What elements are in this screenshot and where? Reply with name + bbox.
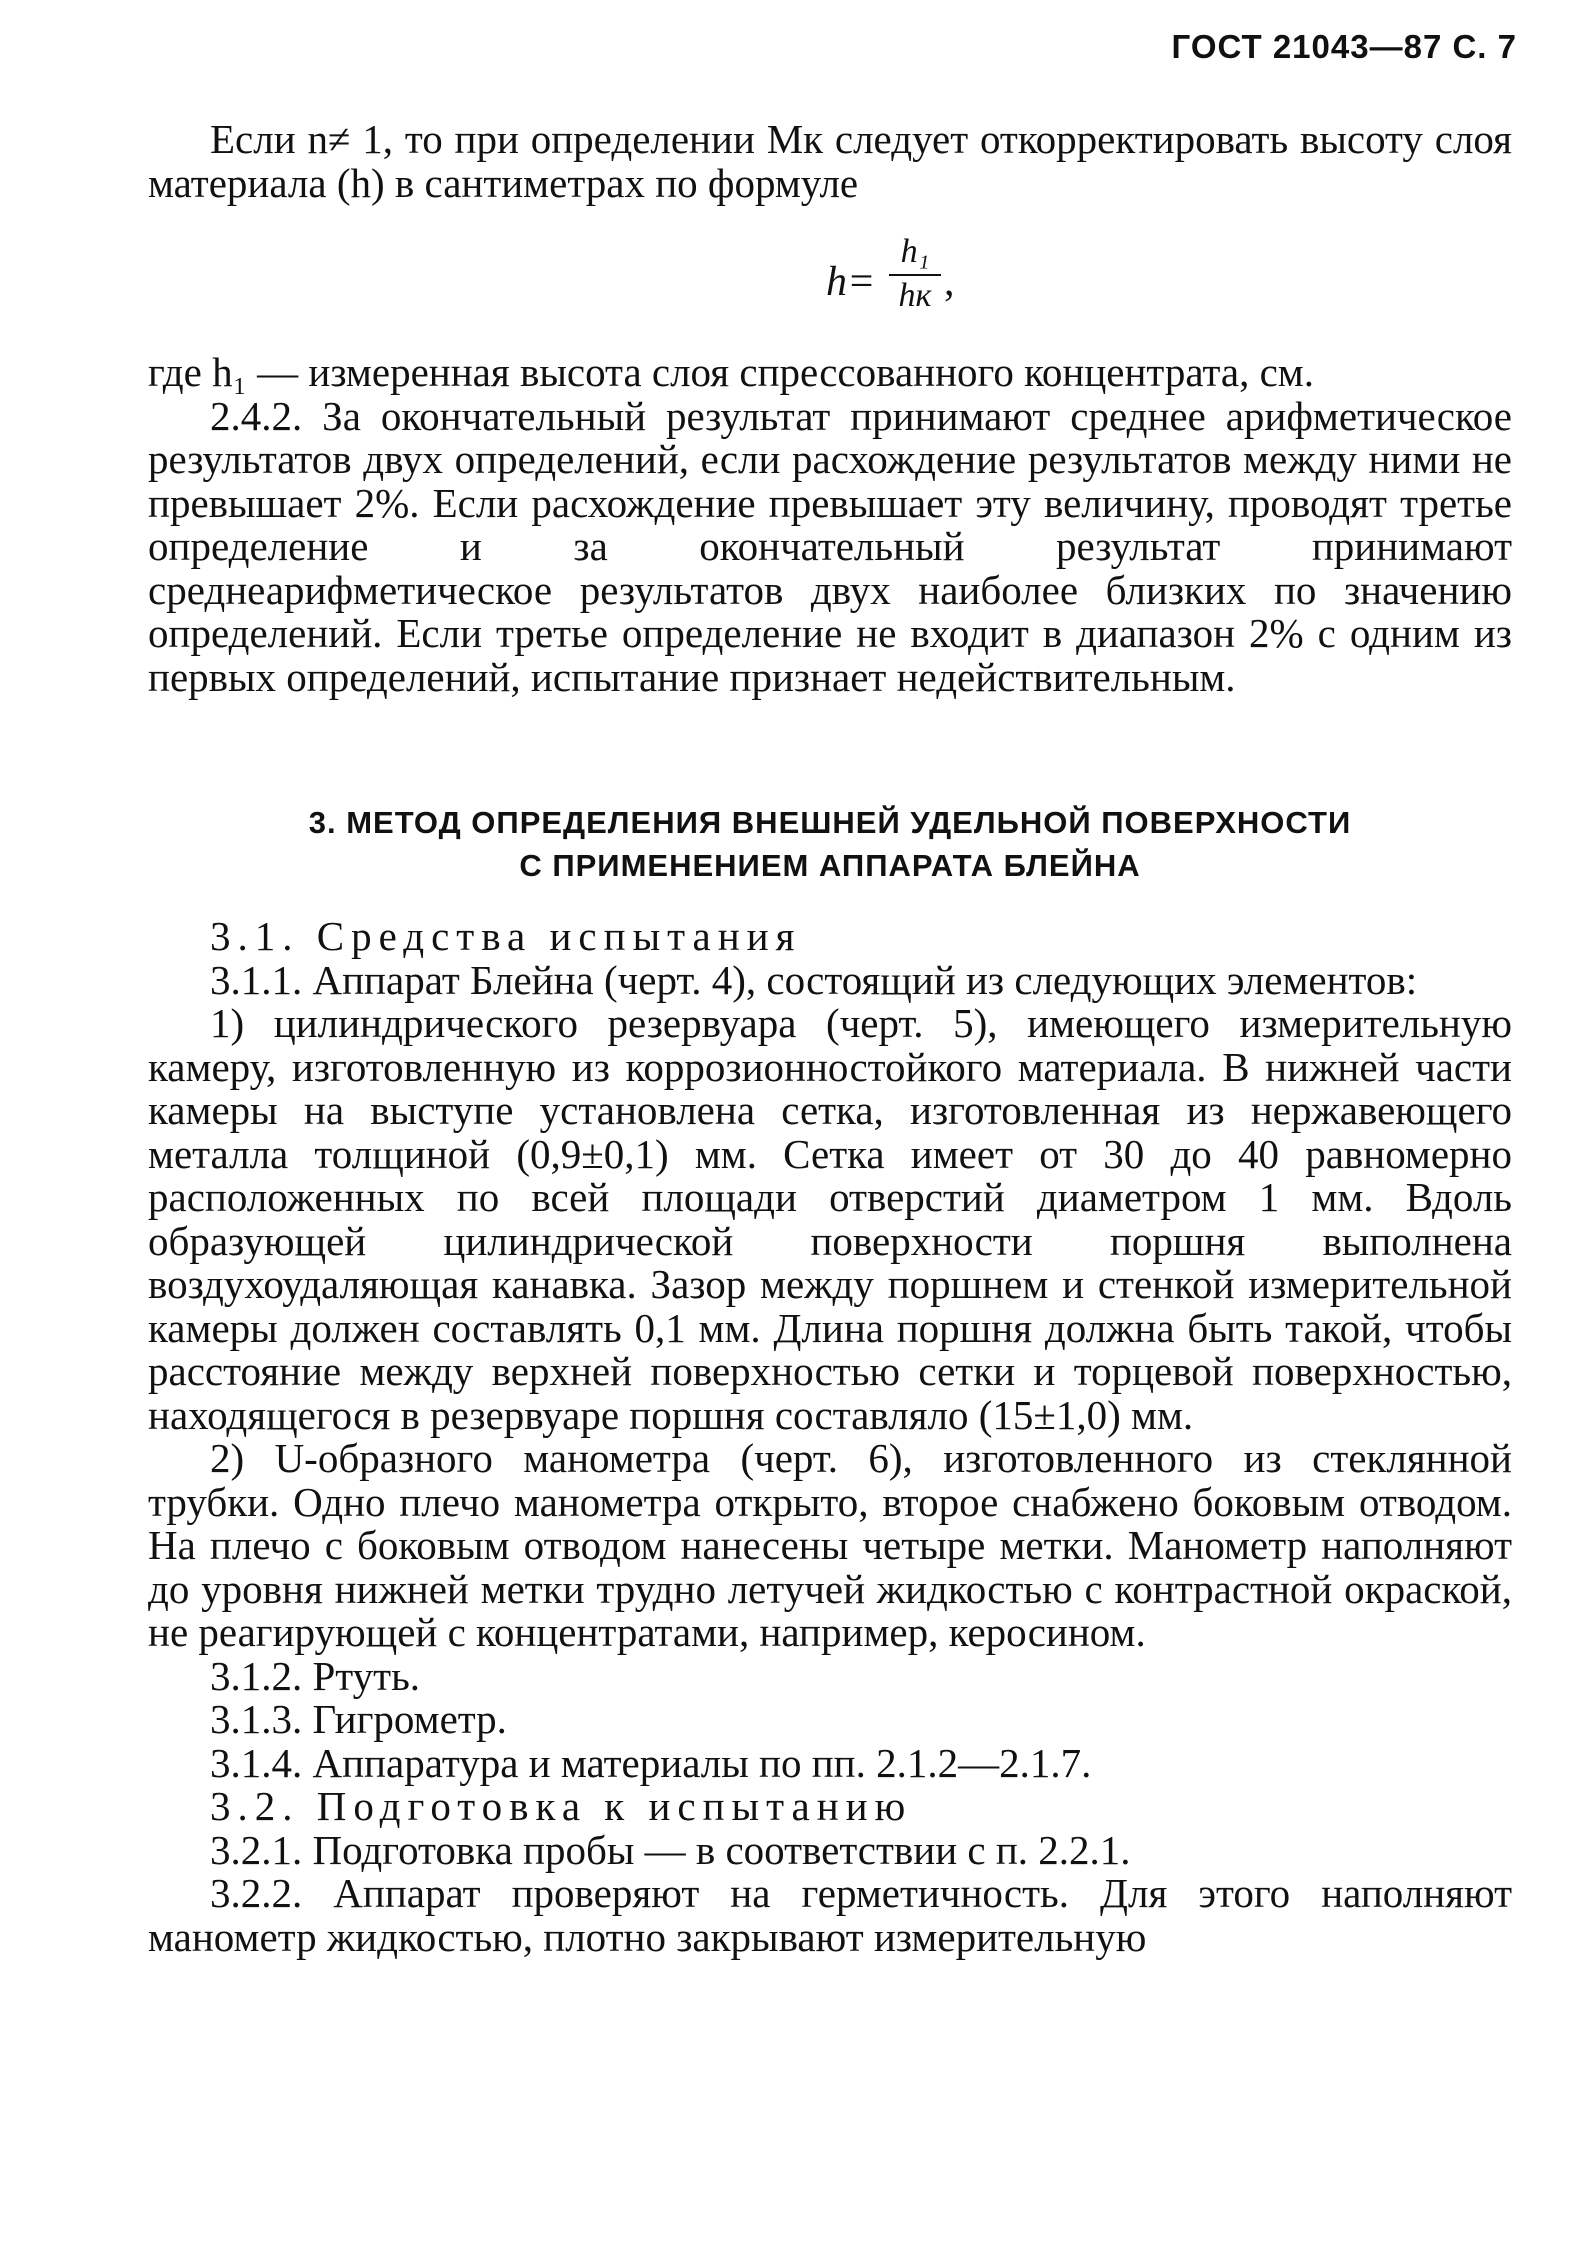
- formula-fraction: [889, 234, 941, 314]
- paragraph-item-1: 1) цилиндрического резервуара (черт. 5), имеющего измерительную камеру, изготовленную из коррозионностойкого материала. В нижней части камеры на выступе установлена сетка, изготовленная из нержавеющего металла толщиной (0,9±0,1) мм. Сетка имеет от 30 до 40 равномерно расположенных по всей площади отверстий диаметром 1 мм. Вдоль образующей цилиндрической поверхности поршня выполнена воздухоудаляющая канавка. Зазор между поршнем и стенкой измерительной камеры должен составлять 0,1 мм. Длина поршня должна быть такой, чтобы расстояние между верхней поверхностью сетки и торцевой поверхностью, находящегося в резервуаре поршня составляло (15±1,0) мм.: [148, 1000, 1512, 1438]
- text-block-mid: [148, 351, 1512, 699]
- text-block-bottom: [148, 915, 1512, 1959]
- subheading-3-2: 3.2. Подготовка к испытанию: [210, 1783, 913, 1829]
- paragraph-3-1-2: 3.1.2. Ртуть.: [210, 1652, 421, 1699]
- paragraph-3-2-2: 3.2.2. Аппарат проверяют на герметичность. Для этого наполняют манометр жидкостью, плотно закрывают измерительную: [148, 1870, 1512, 1960]
- paragraph-3-1-3: 3.1.3. Гигрометр.: [210, 1696, 507, 1742]
- section-title: [148, 801, 1512, 887]
- page-header: ГОСТ 21043—87 С. 7: [1171, 28, 1517, 65]
- formula-comma: ,: [944, 259, 955, 305]
- paragraph-where: где h₁ — измеренная высота слоя спрессованного концентрата, см.: [148, 349, 1314, 395]
- paragraph-3-2-1: 3.2.1. Подготовка пробы — в соответствии с п. 2.2.1.: [210, 1826, 1131, 1873]
- paragraph-3-1-4: 3.1.4. Аппаратура и материалы по пп. 2.1.2—2.1.7.: [210, 1739, 1092, 1786]
- formula-denominator: hк: [898, 277, 932, 314]
- paragraph-intro: Если n≠ 1, то при определении Mк следует откорректировать высоту слоя материала (h) в сантиметрах по формуле: [148, 116, 1512, 206]
- section-title-line-1: 3. МЕТОД ОПРЕДЕЛЕНИЯ ВНЕШНЕЙ УДЕЛЬНОЙ ПОВЕРХНОСТИ: [308, 805, 1352, 840]
- paragraph-item-2: 2) U-образного манометра (черт. 6), изготовленного из стеклянной трубки. Одно плечо манометра открыто, второе снабжено боковым отводом. На плечо с боковым отводом нанесены четыре метки. Манометр наполняют до уровня нижней метки трудно летучей жидкостью с контрастной окраской, не реагирующей с концентратами, например, керосином.: [148, 1435, 1512, 1655]
- formula-lhs: h=: [826, 259, 876, 305]
- paragraph-2-4-2: 2.4.2. За окончательный результат принимают среднее арифметическое результатов двух определений, если расхождение результатов между ними не превышает 2%. Если расхождение превышает эту величину, проводят третье определение и за окончательный результат принимают среднеарифметическое результатов двух наиболее близких по значению определений. Если третье определение не входит в диапазон 2% с одним из первых определений, испытание признает недействительным.: [148, 392, 1512, 700]
- formula-h: [826, 228, 1066, 328]
- fraction-bar: [889, 274, 941, 276]
- section-title-line-2: С ПРИМЕНЕНИЕМ АППАРАТА БЛЕЙНА: [519, 848, 1141, 883]
- text-block-top: [148, 118, 1512, 205]
- subheading-3-1: 3.1. Средства испытания: [210, 913, 802, 959]
- formula-numerator: h₁: [900, 233, 930, 270]
- paragraph-3-1-1: 3.1.1. Аппарат Блейна (черт. 4), состоящий из следующих элементов:: [210, 956, 1418, 1003]
